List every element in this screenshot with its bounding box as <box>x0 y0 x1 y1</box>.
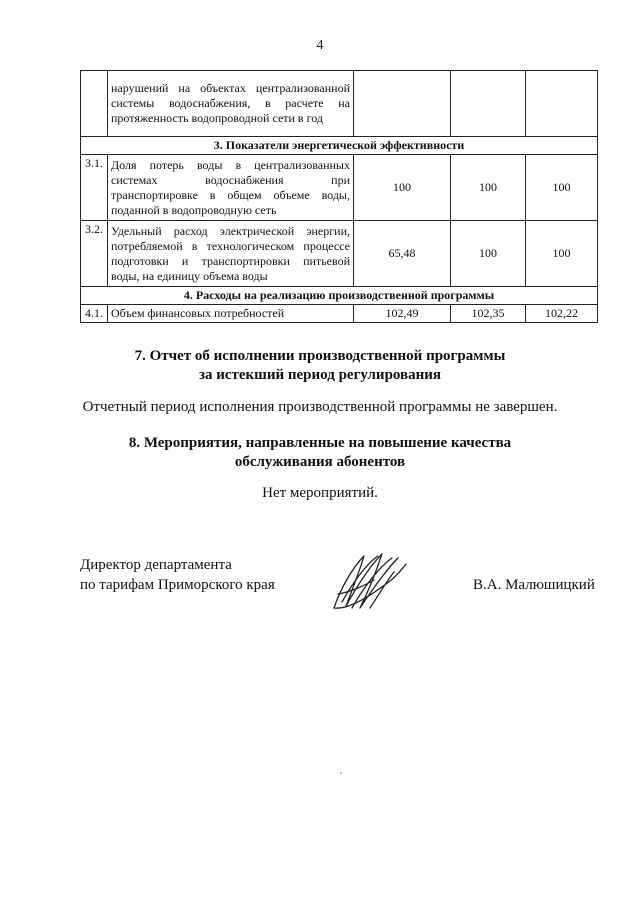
signatory-title-line2: по тарифам Приморского края <box>80 577 275 593</box>
section3-title: 3. Показатели энергетической эффективности <box>81 137 598 155</box>
indicators-table <box>80 70 598 323</box>
row-value-1: 102,49 <box>354 305 451 323</box>
signatory-title-line1: Директор департамента <box>80 557 232 573</box>
row-value-3: 100 <box>526 221 598 287</box>
section7-heading <box>0 347 640 385</box>
row-number: 3.2. <box>81 221 108 287</box>
table-row <box>81 155 598 221</box>
section-header-row <box>81 137 598 155</box>
section7-heading-line2: за истекший период регулирования <box>198 367 442 383</box>
row-value-3: 102,22 <box>526 305 598 323</box>
table-row <box>81 221 598 287</box>
row-description: Доля потерь воды в централизованных системах водоснабжения при транспортировке в общем объеме воды, поданной в водопроводную сеть <box>108 155 354 221</box>
row-description: Удельный расход электрической энергии, потребляемой в технологическом процессе подготовки и транспортировки питьевой воды, на единицу объема воды <box>108 221 354 287</box>
handwritten-signature <box>330 550 410 614</box>
page-number: 4 <box>316 38 324 53</box>
row-number: 3.1. <box>81 155 108 221</box>
section8-heading-line1: 8. Мероприятия, направленные на повышение качества <box>128 435 512 451</box>
table-cell-description: нарушений на объектах централизованной системы водоснабжения, в расчете на протяженность водопроводной сети в год <box>108 71 354 137</box>
row-value-2: 100 <box>451 221 526 287</box>
row-value-1: 65,48 <box>354 221 451 287</box>
section7-text: Отчетный период исполнения производственной программы не завершен. <box>82 399 558 415</box>
table-cell-value <box>526 71 598 137</box>
table-cell-value <box>354 71 451 137</box>
section-header-row <box>81 287 598 305</box>
row-value-3: 100 <box>526 155 598 221</box>
row-number: 4.1. <box>81 305 108 323</box>
table-cell-num <box>81 71 108 137</box>
row-value-1: 100 <box>354 155 451 221</box>
table-row <box>81 71 598 137</box>
signatory-name: В.А. Малюшицкий <box>473 577 595 593</box>
scan-speck <box>340 772 342 774</box>
table-row <box>81 305 598 323</box>
section4-title: 4. Расходы на реализацию производственной программы <box>81 287 598 305</box>
row-value-2: 100 <box>451 155 526 221</box>
section7-heading-line1: 7. Отчет об исполнении производственной программы <box>134 348 506 364</box>
signatory-title <box>80 555 275 595</box>
section8-heading <box>0 434 640 472</box>
section8-text: Нет мероприятий. <box>262 485 378 501</box>
table-cell-value <box>451 71 526 137</box>
section8-heading-line2: обслуживания абонентов <box>234 454 406 470</box>
row-description: Объем финансовых потребностей <box>108 305 354 323</box>
row-value-2: 102,35 <box>451 305 526 323</box>
